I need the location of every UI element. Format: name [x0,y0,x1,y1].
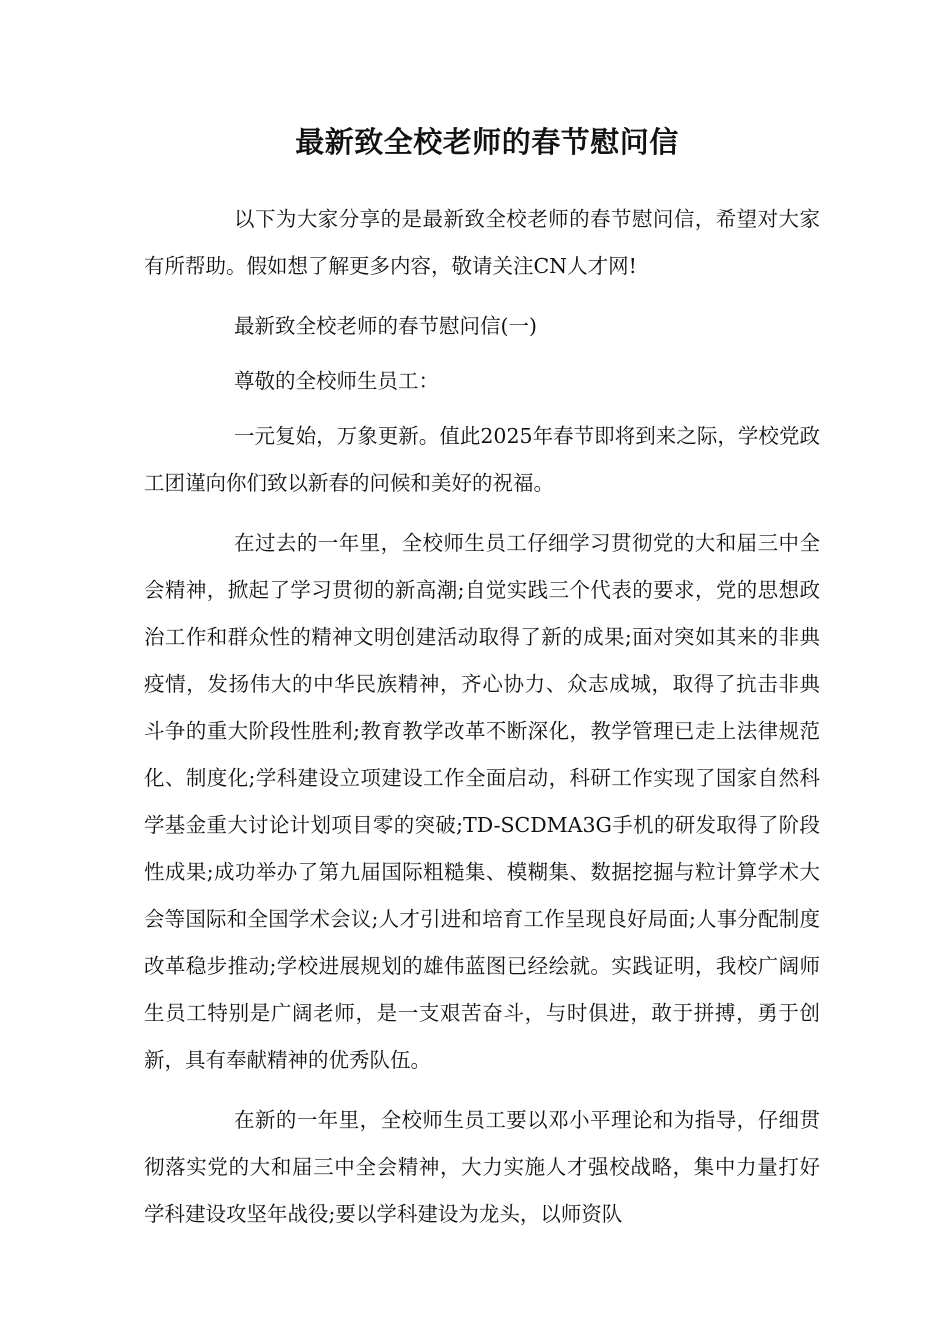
document-title: 最新致全校老师的春节慰问信 [295,125,679,159]
outlook-paragraph: 在新的一年里，全校师生员工要以邓小平理论和为指导，仔细贯彻落实党的大和届三中全会精神，大力实施人才强校战略，集中力量打好学科建设攻坚年战役;要以学科建设为龙头，以师资队 [144,1108,820,1226]
intro-paragraph: 以下为大家分享的是最新致全校老师的春节慰问信，希望对大家有所帮助。假如想了解更多内容，敬请关注CN人才网! [144,207,820,278]
review-paragraph: 在过去的一年里，全校师生员工仔细学习贯彻党的大和届三中全会精神，掀起了学习贯彻的新高潮;自觉实践三个代表的要求，党的思想政治工作和群众性的精神文明创建活动取得了新的成果;面对突如其来的非典疫情，发扬伟大的中华民族精神，齐心协力、众志成城，取得了抗击非典斗争的重大阶段性胜利;教育教学改革不断深化，教学管理已走上法律规范化、制度化;学科建设立项建设工作全面启动，科研工作实现了国家自然科学基金重大讨论计划项目零的突破;TD-SCDMA3G手机的研发取得了阶段性成果;成功举办了第九届国际粗糙集、模糊集、数据挖掘与粒计算学术大会等国际和全国学术会议;人才引进和培育工作呈现良好局面;人事分配制度改革稳步推动;学校进展规划的雄伟蓝图已经绘就。实践证明，我校广阔师生员工特别是广阔老师，是一支艰苦奋斗，与时俱进，敢于拼搏，勇于创新，具有奉献精神的优秀队伍。 [144,531,820,1072]
salutation: 尊敬的全校师生员工： [234,369,439,393]
letter-heading: 最新致全校老师的春节慰问信(一) [234,314,537,338]
greeting-paragraph: 一元复始，万象更新。值此2025年春节即将到来之际，学校党政工团谨向你们致以新春的问候和美好的祝福。 [144,424,820,495]
